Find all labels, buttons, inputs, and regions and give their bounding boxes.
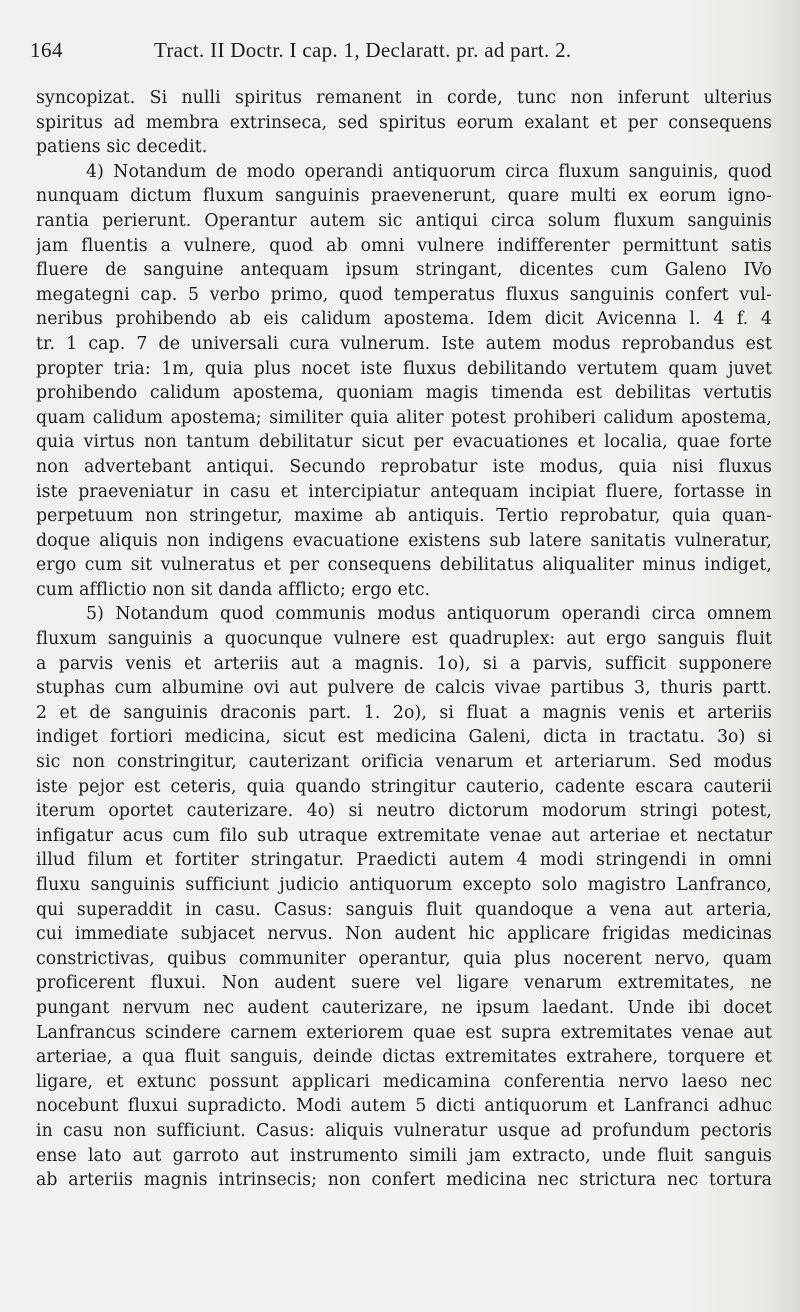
page-number: 164 xyxy=(30,38,63,62)
text-line: neribus prohibendo ab eis calidum apostema. Idem dicit Avicenna l. 4 f. 4 xyxy=(36,309,772,330)
text-line: stuphas cum albumine ovi aut pulvere de calcis vivae partibus 3, thuris partt. xyxy=(36,678,772,699)
text-line: pungant nervum nec audent cauterizare, ne ipsum laedant. Unde ibi docet xyxy=(36,997,772,1018)
text-line: arteriae, a qua fluit sanguis, deinde dictas extremitates extrahere, torquere et xyxy=(36,1047,772,1068)
text-line: 2 et de sanguinis draconis part. 1. 2o), si fluat a magnis venis et arteriis xyxy=(36,702,772,723)
text-line: fluxu sanguinis sufficiunt judicio antiquorum excepto solo magistro Lanfranco, xyxy=(36,875,772,895)
text-line: fluxum sanguinis a quocunque vulnere est quadruplex: aut ergo sanguis fluit xyxy=(36,629,772,650)
text-line: propter tria: 1m, quia plus nocet iste fluxus debilitando vertutem quam juvet xyxy=(36,358,772,379)
text-line: jam fluentis a vulnere, quod ab omni vulnere indifferenter permittunt satis xyxy=(36,235,772,256)
text-line: sic non constringitur, cauterizant orificia venarum et arteriarum. Sed modus xyxy=(36,752,772,773)
text-line: cum afflictio non sit danda afflicto; ergo etc. xyxy=(36,579,431,600)
text-line: patiens sic decedit. xyxy=(36,137,208,158)
text-line: infigatur acus cum filo sub utraque extremitate venae aut arteriae et nectatur xyxy=(36,825,772,846)
text-line: indiget fortiori medicina, sicut est medicina Galeni, dicta in tractatu. 3o) si xyxy=(36,727,772,748)
body-text xyxy=(36,86,772,1193)
text-line: perpetuum non stringetur, maxime ab antiquis. Tertio reprobatur, quia quan- xyxy=(36,506,772,527)
text-line: nunquam dictum fluxum sanguinis praevenerunt, quare multi ex eorum igno- xyxy=(36,186,772,207)
text-line: fluere de sanguine antequam ipsum stringant, dicentes cum Galeno IVo xyxy=(36,260,772,281)
text-line: 4) Notandum de modo operandi antiquorum circa fluxum sanguinis, quod xyxy=(86,161,772,182)
text-line: constrictivas, quibus communiter operantur, quia plus nocerent nervo, quam xyxy=(36,948,772,969)
text-line: ab arteriis magnis intrinsecis; non confert medicina nec strictura nec tortura xyxy=(36,1170,772,1191)
text-line: ligare, et extunc possunt applicari medicamina conferentia nervo laeso nec xyxy=(36,1071,772,1092)
text-line: qui superaddit in casu. Casus: sanguis fluit quandoque a vena aut arteria, xyxy=(36,899,772,920)
text-line: nocebunt fluxui supradicto. Modi autem 5 dicti antiquorum et Lanfranci adhuc xyxy=(36,1096,772,1117)
text-line: illud filum et fortiter stringatur. Praedicti autem 4 modi stringendi in omni xyxy=(36,850,772,871)
text-line: 5) Notandum quod communis modus antiquorum operandi circa omnem xyxy=(86,604,772,625)
text-line: prohibendo calidum apostema, quoniam magis timenda est debilitas vertutis xyxy=(36,383,772,404)
page-header xyxy=(30,38,730,68)
text-line: quam calidum apostema; similiter quia aliter potest prohiberi calidum apostema, xyxy=(36,407,772,428)
text-line: iste pejor est ceteris, quia quando stringitur cauterio, cadente escara cauterii xyxy=(36,776,772,797)
text-line: non advertebant antiqui. Secundo reprobatur iste modus, quia nisi fluxus xyxy=(36,456,772,477)
text-line: cui immediate subjacet nervus. Non audent hic applicare frigidas medicinas xyxy=(36,924,772,945)
text-line: doque aliquis non indigens evacuatione existens sub latere sanitatis vulneratur, xyxy=(36,530,772,551)
text-line: spiritus ad membra extrinseca, sed spiritus eorum exalant et per consequens xyxy=(36,112,772,133)
text-line: iterum oportet cauterizare. 4o) si neutro dictorum modorum stringi potest, xyxy=(36,801,772,822)
text-line: Lanfrancus scindere carnem exteriorem quae est supra extremitates venae aut xyxy=(36,1022,772,1043)
text-line: rantia perierunt. Operantur autem sic antiqui circa solum fluxum sanguinis xyxy=(36,210,772,231)
text-line: tr. 1 cap. 7 de universali cura vulnerum. Iste autem modus reprobandus est xyxy=(36,333,772,354)
text-line: in casu non sufficiunt. Casus: aliquis vulneratur usque ad profundum pectoris xyxy=(36,1120,772,1141)
text-line: quia virtus non tantum debilitatur sicut per evacuationes et localia, quae forte xyxy=(36,432,772,453)
text-line: megategni cap. 5 verbo primo, quod temperatus fluxus sanguinis confert vul- xyxy=(36,284,772,305)
text-line: ergo cum sit vulneratus et per consequens debilitatus aliqualiter minus indiget, xyxy=(36,555,772,576)
text-line: a parvis venis et arteriis aut a magnis. 1o), si a parvis, sufficit supponere xyxy=(36,653,772,674)
text-line: iste praeveniatur in casu et intercipiatur antequam incipiat fluere, fortasse in xyxy=(36,481,772,502)
text-line: proficerent fluxui. Non audent suere vel ligare venarum extremitates, ne xyxy=(36,973,772,994)
text-line: ense lato aut garroto aut instrumento simili jam extracto, unde fluit sanguis xyxy=(36,1145,772,1166)
text-line: syncopizat. Si nulli spiritus remanent in corde, tunc non inferunt ulterius xyxy=(36,88,772,108)
running-head: Tract. II Doctr. I cap. 1, Declaratt. pr. ad part. 2. xyxy=(154,38,572,62)
